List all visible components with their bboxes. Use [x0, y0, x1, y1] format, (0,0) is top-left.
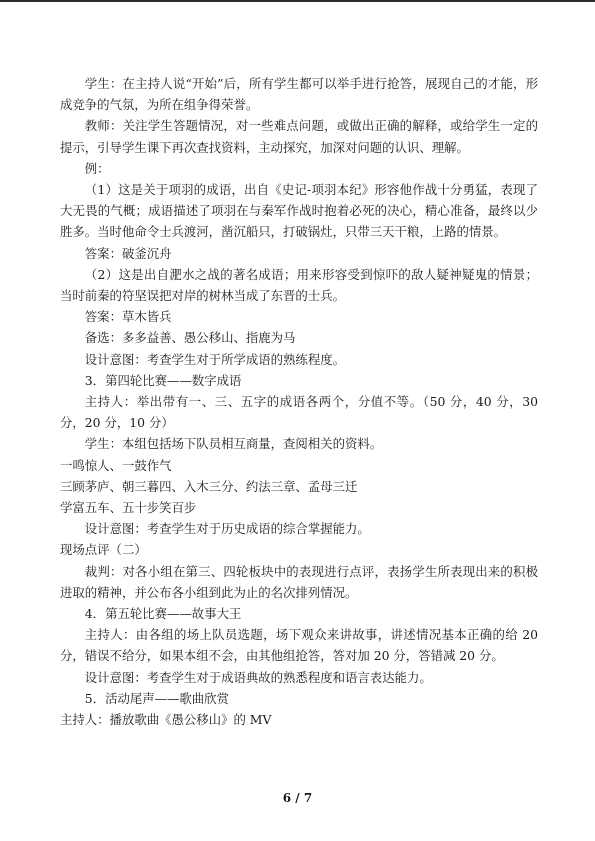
- paragraph-host-round-4: 主持人：举出带有一、三、五字的成语各两个，分值不等。（50 分，40 分，30 分，20 分，10 分）: [60, 394, 538, 431]
- paragraph-design-intent-3: 设计意图：考查学生对于成语典故的熟悉程度和语言表达能力。: [84, 669, 432, 685]
- paragraph-answer-1: 答案：破釜沉舟: [84, 245, 172, 261]
- paragraph-host-finale: 主持人：播放歌曲《愚公移山》的 MV: [60, 712, 272, 728]
- paragraph-example-label: 例：: [84, 160, 110, 176]
- page-number: 6 / 7: [282, 791, 313, 805]
- section-heading-finale: 5．活动尾声——歌曲欣赏: [84, 690, 229, 706]
- idiom-list-five: 学富五车、五十步笑百步: [60, 500, 197, 516]
- header-rule: [0, 0, 595, 2]
- section-heading-review-2: 现场点评（二）: [60, 542, 147, 558]
- paragraph-student-rules: 学生：在主持人说“开始”后，所有学生都可以举手进行抢答，展现自己的才能，形成竞争的气氛，为所在组争得荣誉。: [60, 76, 538, 113]
- section-heading-round-5: 4．第五轮比赛——故事大王: [84, 606, 242, 622]
- paragraph-answer-2: 答案：草木皆兵: [84, 309, 172, 325]
- paragraph-student-round-4: 学生：本组包括场下队员相互商量，查阅相关的资料。: [84, 436, 383, 452]
- paragraph-design-intent-2: 设计意图：考查学生对于历史成语的综合掌握能力。: [84, 521, 370, 537]
- page-body: [60, 73, 538, 730]
- idiom-list-one: 一鸣惊人、一鼓作气: [60, 457, 172, 473]
- paragraph-alternates: 备选：多多益善、愚公移山、指鹿为马: [84, 330, 296, 346]
- paragraph-teacher-role: 教师：关注学生答题情况，对一些难点问题，或做出正确的解释，或给学生一定的提示，引导学生课下再次查找资料，主动探究，加深对问题的认识、理解。: [60, 118, 538, 155]
- section-heading-round-4: 3．第四轮比赛——数字成语: [84, 372, 242, 388]
- paragraph-host-round-5: 主持人：由各组的场上队员选题，场下观众来讲故事，讲述情况基本正确的给 20 分，错误不给分，如果本组不会，由其他组抢答，答对加 20 分，答错减 20 分。: [60, 627, 538, 664]
- paragraph-example-1: （1）这是关于项羽的成语，出自《史记-项羽本纪》形容他作战十分勇猛，表现了大无畏的气概；成语描述了项羽在与秦军作战时抱着必死的决心，精心准备，最终以少胜多。当时他命令士兵渡河，凿沉船只，打破锅灶，只带三天干粮，上路的情景。: [60, 182, 538, 240]
- idiom-list-three: 三顾茅庐、朝三暮四、入木三分、约法三章、孟母三迁: [60, 478, 358, 494]
- paragraph-example-2: （2）这是出自淝水之战的著名成语；用来形容受到惊吓的敌人疑神疑鬼的情景；当时前秦的符坚误把对岸的树林当成了东晋的士兵。: [60, 266, 538, 304]
- paragraph-judge-review: 裁判：对各小组在第三、四轮板块中的表现进行点评，表扬学生所表现出来的积极进取的精神，并公布各小组到此为止的名次排列情况。: [60, 563, 538, 600]
- paragraph-design-intent-1: 设计意图：考查学生对于所学成语的熟练程度。: [84, 351, 345, 367]
